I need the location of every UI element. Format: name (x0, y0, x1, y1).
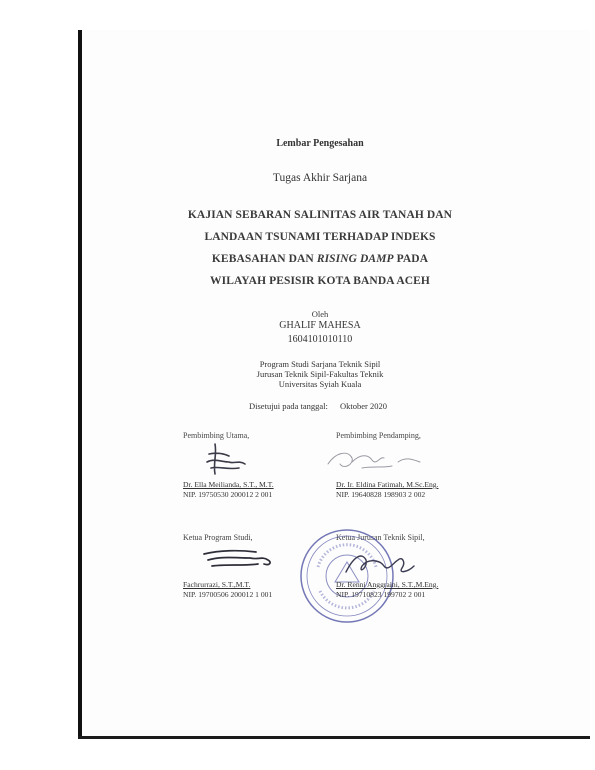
title-line-1: KAJIAN SEBARAN SALINITAS AIR TANAH DAN (187, 209, 453, 221)
program-head-role: Ketua Program Studi, (183, 533, 253, 542)
main-supervisor-signature (195, 440, 255, 480)
program-head-name: Fachrurrazi, S.T.,M.T. (183, 580, 251, 589)
co-supervisor-role: Pembimbing Pendamping, (336, 431, 421, 440)
program-name: Program Studi Sarjana Teknik Sipil (259, 359, 381, 369)
university-name: Universitas Syiah Kuala (278, 379, 362, 389)
approval-heading: Lembar Pengesahan (276, 138, 364, 149)
department-head-signature (340, 546, 420, 582)
title-line-3 (0, 253, 595, 265)
program-head-nip: NIP. 19700506 200012 1 001 (183, 590, 273, 599)
title-line-4: WILAYAH PESISIR KOTA BANDA ACEH (210, 275, 430, 287)
title-line-3-italic: RISING DAMP (316, 253, 394, 265)
department-name: Jurusan Teknik Sipil-Fakultas Teknik (256, 369, 384, 379)
approved-label: Disetujui pada tanggal: (249, 401, 328, 411)
department-head-name: Dr. Renni Anggraini, S.T.,M.Eng. (336, 580, 439, 589)
title-line-2: LANDAAN TSUNAMI TERHADAP INDEKS (204, 231, 436, 243)
scan-border-bottom (78, 736, 590, 739)
by-label: Oleh (311, 309, 329, 319)
co-supervisor-nip: NIP. 19640828 198903 2 002 (336, 490, 426, 499)
co-supervisor-name: Dr. Ir. Eldina Fatimah, M.Sc.Eng. (336, 480, 439, 489)
approved-date: Oktober 2020 (340, 401, 387, 411)
department-head-nip: NIP. 19710823 199702 2 001 (336, 590, 426, 599)
author-name: GHALIF MAHESA (279, 320, 361, 331)
title-line-3-prefix: KEBASAHAN DAN (211, 253, 317, 265)
program-head-signature (200, 544, 280, 572)
main-supervisor-nip: NIP. 19750530 200012 2 001 (183, 490, 273, 499)
document-type: Tugas Akhir Sarjana (272, 172, 368, 184)
author-id: 1604101010110 (287, 334, 353, 345)
department-head-role: Ketua Jurusan Teknik Sipil, (336, 533, 425, 542)
title-line-3-suffix: PADA (393, 253, 429, 265)
main-supervisor-role: Pembimbing Utama, (183, 431, 250, 440)
co-supervisor-signature (322, 442, 432, 478)
main-supervisor-name: Dr. Ella Meilianda, S.T., M.T. (183, 480, 274, 489)
